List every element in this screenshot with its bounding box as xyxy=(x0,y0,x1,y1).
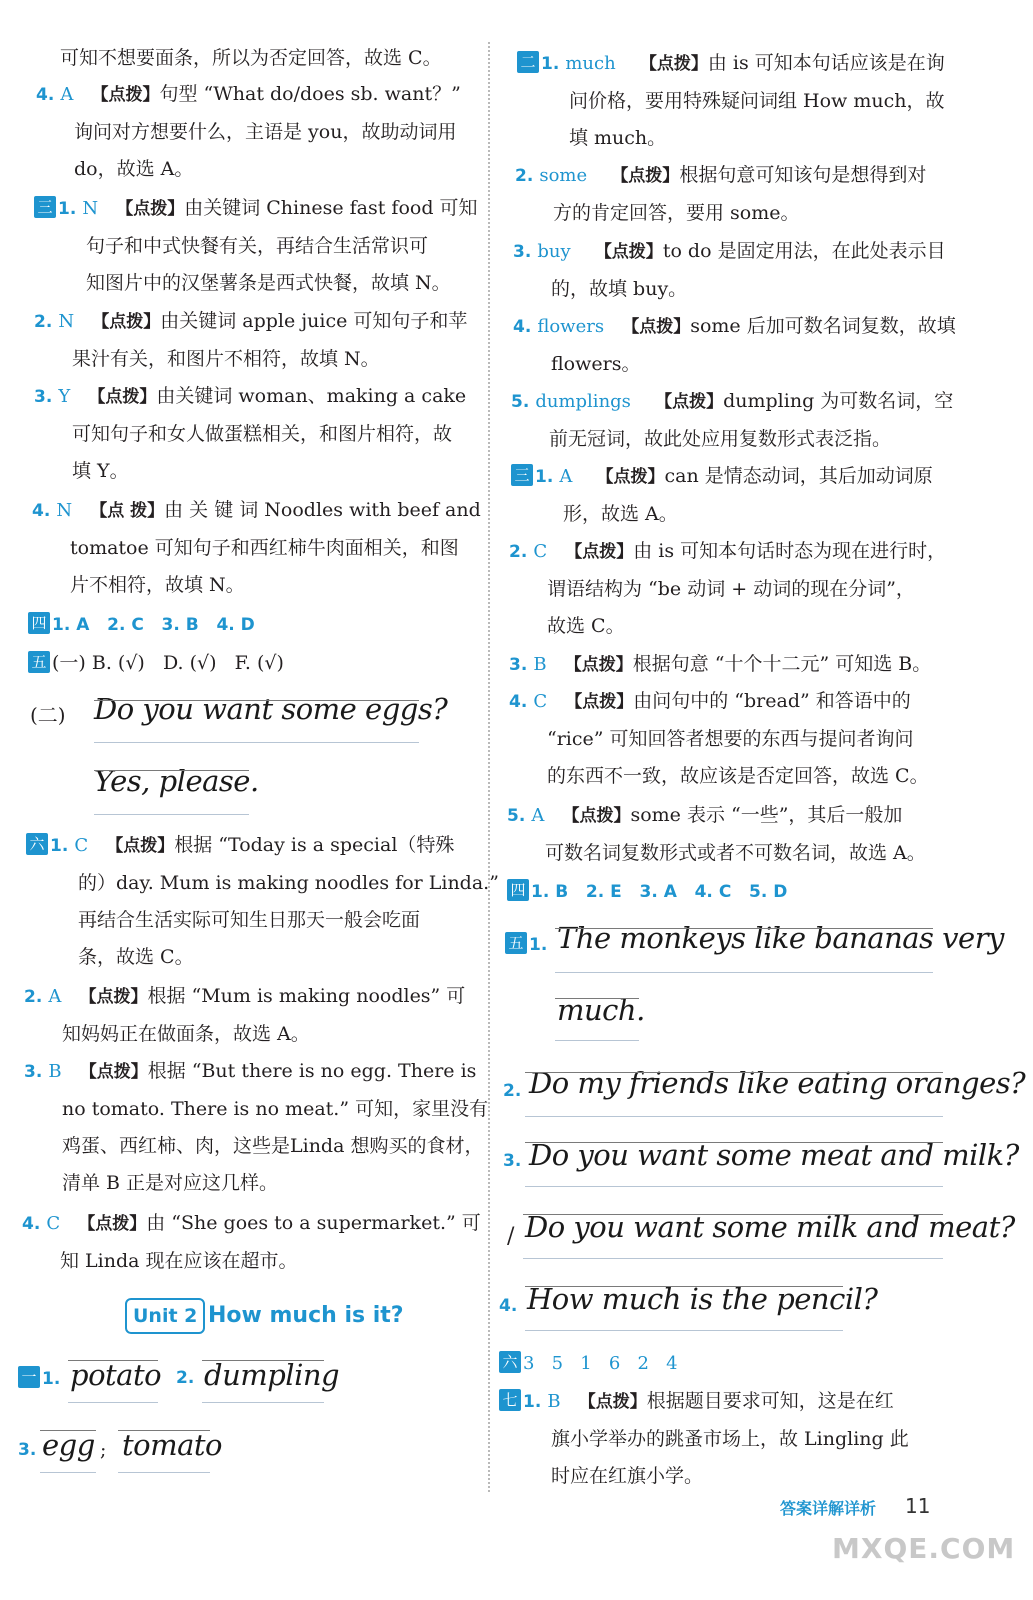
answer-block: 3. buy 【点拨】to do 是固定用法，在此处表示目 的，故填 buy。 xyxy=(513,240,946,300)
handwriting-line: The monkeys like bananas very xyxy=(557,921,1004,955)
answer-block: 2. A 【点拨】根据 “Mum is making noodles” 可 知妈妈正在做面条，故选 A。 xyxy=(24,985,466,1045)
writing-rule xyxy=(94,700,419,701)
writing-rule xyxy=(202,1402,324,1403)
writing-rule xyxy=(555,928,933,929)
handwriting-line: much. xyxy=(557,993,645,1027)
writing-rule xyxy=(94,770,249,771)
part-label: (二) xyxy=(30,703,66,727)
column-divider xyxy=(488,42,490,1492)
writing-rule xyxy=(40,1430,96,1431)
section-5-block: 五 (一) B. (√) D. (√) F. (√) xyxy=(28,645,284,682)
answer-block: 2. N 【点拨】由关键词 apple juice 可知句子和苹 果汁有关，和图片不相符，故填 N。 xyxy=(34,310,468,370)
answer-block: 4. C 【点拨】由 “She goes to a supermarket.” 可 知 Linda 现在应该在超市。 xyxy=(22,1212,481,1272)
answer-block: 可知不想要面条，所以为否定回答，故选 C。 xyxy=(60,47,442,69)
separator: ; xyxy=(100,1439,107,1461)
section-marker: 四 xyxy=(28,612,50,634)
writing-rule xyxy=(555,972,933,973)
answer-block: 4. A 【点拨】句型 “What do/does sb. want？” 询问对方想要什么，主语是 you，故助动词用 do，故选 A。 xyxy=(36,83,461,180)
item-number: 2. xyxy=(503,1081,522,1101)
writing-rule xyxy=(523,1258,943,1259)
section-marker: 三 xyxy=(511,464,533,486)
item-number: 3. xyxy=(18,1440,37,1460)
writing-rule xyxy=(118,1472,210,1473)
section-marker: 六 xyxy=(26,833,48,855)
handwriting-word: potato xyxy=(70,1358,162,1392)
section-7-block: 七 1. B 【点拨】根据题目要求可知，这是在红 旗小学举办的跳蚤市场上，故 Lingling 此 时应在红旗小学。 xyxy=(499,1383,909,1495)
handwriting-word: tomato xyxy=(122,1428,223,1462)
section-5-block: 五 1. xyxy=(505,926,547,964)
answer-block: 2. C 【点拨】由 is 可知本句话时态为现在进行时， 谓语结构为 “be 动词 + 动词的现在分词”， 故选 C。 xyxy=(509,540,947,637)
section-marker: 七 xyxy=(499,1389,521,1411)
section-marker: 一 xyxy=(18,1366,40,1388)
handwriting-line: Yes, please. xyxy=(94,764,259,798)
item-number: 4. xyxy=(499,1296,518,1316)
answer-block: 3. B 【点拨】根据 “But there is no egg. There is no tomato. There is no meat.” 可知，家里没有 鸡蛋、西红柿、肉，这些是Linda 想购买的食材， 清单 B 正是对应这几样。 xyxy=(24,1060,489,1194)
handwriting-line: Do you want some eggs? xyxy=(94,692,448,726)
writing-rule xyxy=(525,1116,943,1117)
writing-rule xyxy=(555,998,639,999)
section-marker: 五 xyxy=(505,932,527,954)
writing-rule xyxy=(525,1142,943,1143)
section-marker: 三 xyxy=(34,196,56,218)
unit-section-1: 一 1. xyxy=(18,1360,60,1398)
section-marker: 四 xyxy=(507,879,529,901)
section-3-block: 三 1. A 【点拨】can 是情态动词，其后加动词原 形，故选 A。 xyxy=(511,458,933,533)
watermark: MXQE.COM xyxy=(832,1532,1016,1565)
handwriting-line: Do my friends like eating oranges? xyxy=(529,1066,1026,1100)
answer-block: 4. C 【点拨】由问句中的 “bread” 和答语中的 “rice” 可知回答者想要的东西与提问者询问 的东西不一致，故应该是否定回答，故选 C。 xyxy=(509,690,929,787)
unit-label: Unit 2 xyxy=(125,1298,205,1334)
section-2-block: 二 1. much 【点拨】由 is 可知本句话应该是在询 问价格，要用特殊疑问词组 How much，故 填 much。 xyxy=(517,45,945,157)
writing-rule xyxy=(94,814,249,815)
section-marker: 二 xyxy=(517,51,539,73)
section-marker: 六 xyxy=(499,1351,521,1373)
unit-title: How much is it? xyxy=(208,1303,404,1328)
answer-block: 3. B 【点拨】根据句意 “十个十二元” 可知选 B。 xyxy=(509,653,932,675)
handwriting-word: dumpling xyxy=(204,1358,340,1392)
item-number: 2. xyxy=(176,1368,195,1388)
writing-rule xyxy=(525,1330,843,1331)
writing-rule xyxy=(525,1072,943,1073)
writing-rule xyxy=(523,1214,943,1215)
answer-block: 4. flowers 【点拨】some 后加可数名词复数，故填 flowers。 xyxy=(513,315,956,375)
writing-rule xyxy=(94,742,419,743)
writing-rule xyxy=(525,1286,843,1287)
handwriting-line: Do you want some milk and meat? xyxy=(525,1210,1015,1244)
handwriting-word: egg xyxy=(42,1428,95,1462)
answer-block: 5. A 【点拨】some 表示 “一些”，其后一般加 可数名词复数形式或者不可数名词，故选 A。 xyxy=(507,804,926,864)
handwriting-line: Do you want some meat and milk? xyxy=(529,1138,1019,1172)
answer-block: 3. Y 【点拨】由关键词 woman、making a cake 可知句子和女人做蛋糕相关，和图片相符，故 填 Y。 xyxy=(34,385,467,482)
writing-rule xyxy=(525,1186,943,1187)
writing-rule xyxy=(68,1360,158,1361)
item-number: 3. xyxy=(503,1151,522,1171)
slash-separator: / xyxy=(507,1224,515,1249)
section-4-block: 四 1. A 2. C 3. B 4. D xyxy=(28,606,255,644)
section-3-block: 三 1. N 【点拨】由关键词 Chinese fast food 可知 句子和中式快餐有关，再结合生活常识可 知图片中的汉堡薯条是西式快餐，故填 N。 xyxy=(34,190,478,302)
section-marker: 五 xyxy=(28,651,50,673)
answer-block: 5. dumplings 【点拨】dumpling 为可数名词，空 前无冠词，故此处应用复数形式表泛指。 xyxy=(511,390,954,450)
answer-block: 4. N 【点 拨】由 关 键 词 Noodles with beef and tomatoe 可知句子和西红柿牛肉面相关，和图 片不相符，故填 N。 xyxy=(32,499,481,596)
section-4-block: 四 1. B 2. E 3. A 4. C 5. D xyxy=(507,873,787,911)
writing-rule xyxy=(555,1040,639,1041)
handwriting-line: How much is the pencil? xyxy=(527,1282,878,1316)
section-6-block: 六 1. C 【点拨】根据 “Today is a special（特殊 的）day. Mum is making noodles for Linda.” 再结合生活实际可知生日那天一般会吃面 条，故选 C。 xyxy=(26,827,499,976)
writing-rule xyxy=(202,1360,324,1361)
footer-label: 答案详解详析 xyxy=(780,1499,877,1518)
writing-rule xyxy=(40,1472,96,1473)
page-number: 11 xyxy=(905,1494,931,1518)
writing-rule xyxy=(118,1430,210,1431)
section-6-block: 六 3 5 1 6 2 4 xyxy=(499,1345,678,1382)
answer-block: 2. some 【点拨】根据句意可知该句是想得到对 方的肯定回答，要用 some。 xyxy=(515,164,927,224)
writing-rule xyxy=(68,1402,158,1403)
